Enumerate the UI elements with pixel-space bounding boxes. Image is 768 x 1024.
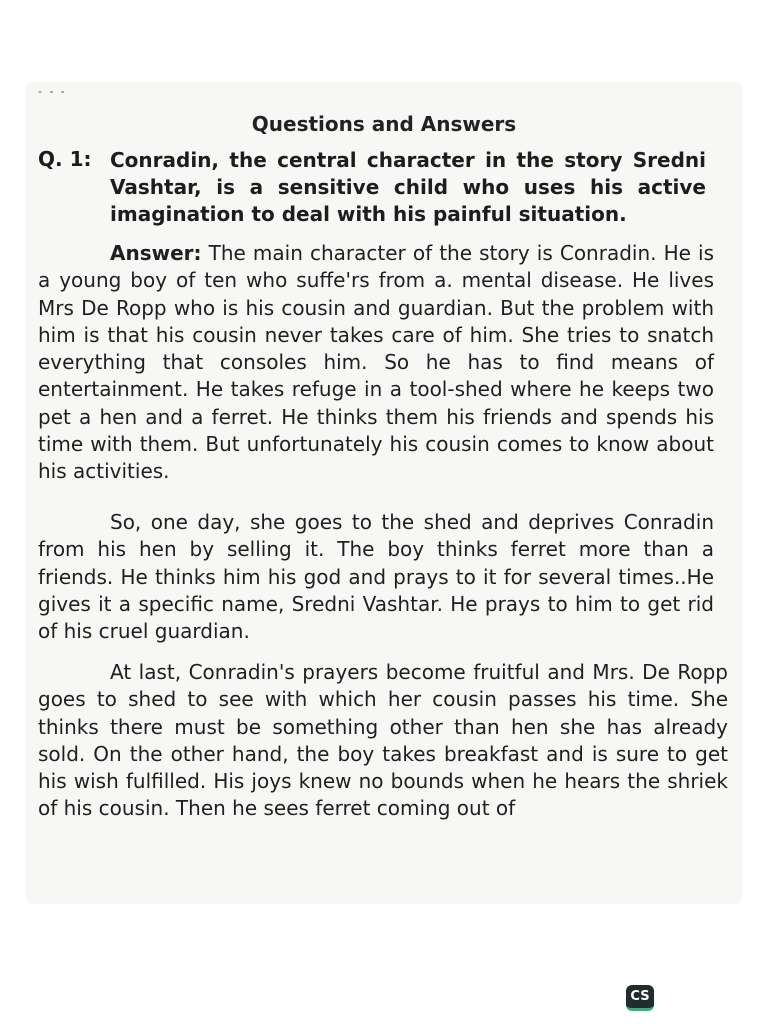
answer-paragraph-3 bbox=[38, 659, 728, 823]
page-title: Questions and Answers bbox=[251, 112, 517, 136]
paragraph-text: The main character of the story is Conradin. He is a young boy of ten who suffe'rs from a. mental disease. He lives Mrs De Ropp who is his cousin and guardian. But the problem with him is that his cousin never takes care of him. She tries to snatch everything that consoles him. So he has to find means of entertainment. He takes refuge in a tool-shed where he keeps two pet a hen and a ferret. He thinks them his friends and spends his time with them. But unfortunately his cousin comes to know about his activities. bbox=[38, 241, 714, 484]
paragraph-text: At last, Conradin's prayers become fruitful and Mrs. De Ropp goes to shed to see with which her cousin passes his time. She thinks there must be something other than hen she has already sold. On the other hand, the boy takes breakfast and is sure to get his wish fulfilled. His joys knew no bounds when he hears the shriek of his cousin. Then he sees ferret coming out of bbox=[38, 660, 728, 821]
answer-paragraph-1 bbox=[38, 240, 714, 486]
paragraph-text: So, one day, she goes to the shed and deprives Conradin from his hen by selling it. The boy thinks ferret more than a friends. He thinks him his god and prays to it for several times..He gives it a specific name, Sredni Vashtar. He prays to him to get rid of his cruel guardian. bbox=[38, 510, 714, 644]
header-marks: - - - bbox=[38, 84, 67, 98]
badge-label: CS bbox=[630, 989, 650, 1004]
question-number: Q. 1: bbox=[38, 147, 92, 171]
answer-label: Answer: bbox=[110, 241, 202, 265]
question-text: Conradin, the central character in the story Sredni Vashtar, is a sensitive child who uses his active imagination to deal with his painful situation. bbox=[110, 148, 706, 226]
camscanner-logo-icon bbox=[626, 985, 654, 1011]
answer-paragraph-2 bbox=[38, 509, 714, 645]
